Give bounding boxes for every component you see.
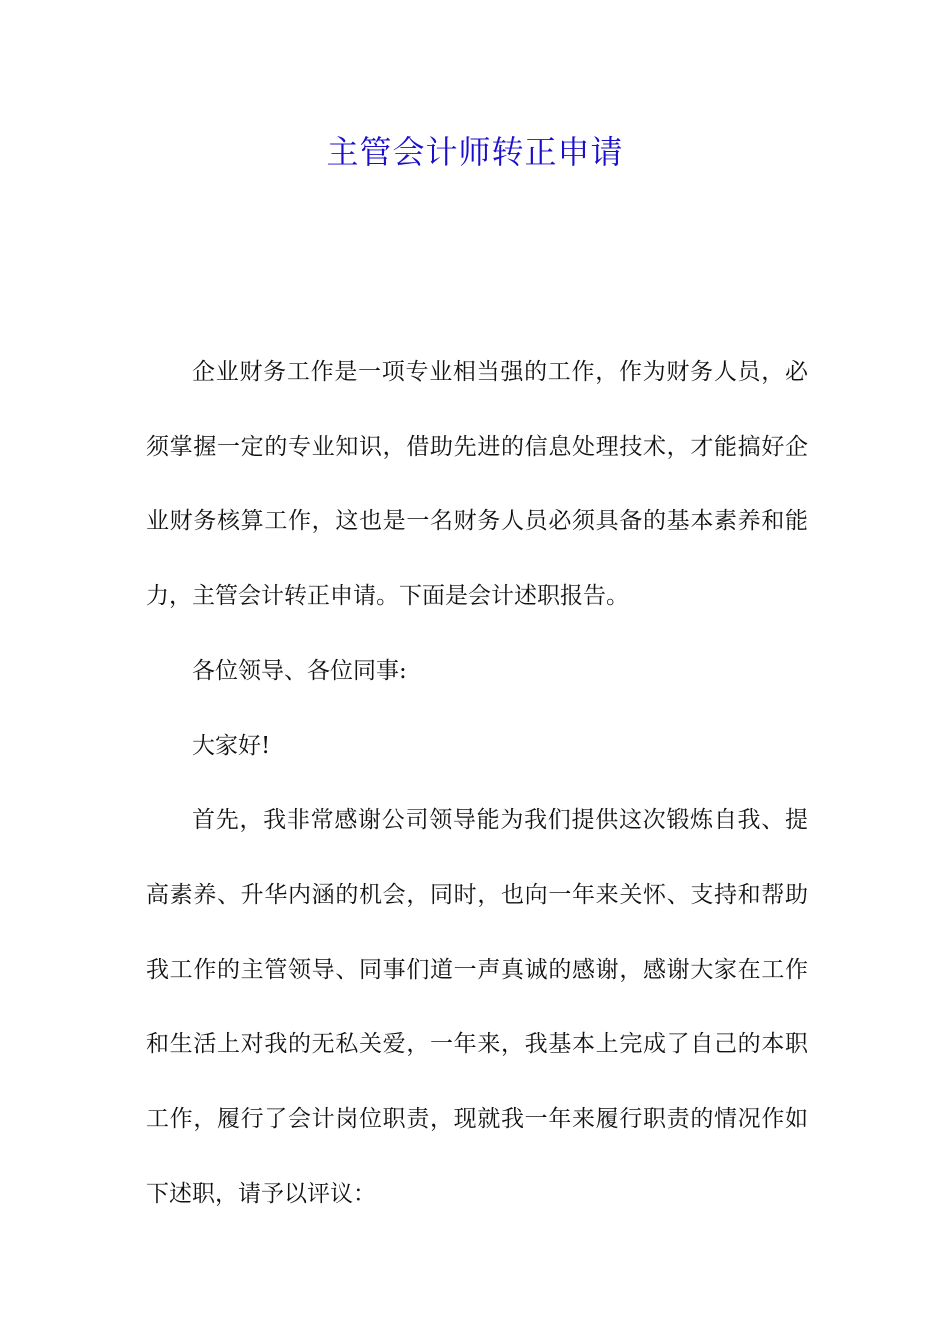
paragraph-salutation: 各位领导、各位同事: (192, 657, 407, 684)
document-body (146, 335, 808, 1231)
paragraph-greeting: 大家好! (192, 732, 271, 759)
document-title: 主管会计师转正申请 (326, 133, 624, 171)
paragraph-thanks: 首先，我非常感谢公司领导能为我们提供这次锻炼自我、提高素养、升华内涵的机会，同时，也向一年来关怀、支持和帮助我工作的主管领导、同事们道一声真诚的感谢，感谢大家在工作和生活上对我的无私关爱，一年来，我基本上完成了自己的本职工作，履行了会计岗位职责，现就我一年来履行职责的情况作如下述职，请予以评议： (146, 807, 808, 1207)
paragraph-intro: 企业财务工作是一项专业相当强的工作，作为财务人员，必须掌握一定的专业知识，借助先进的信息处理技术，才能搞好企业财务核算工作，这也是一名财务人员必须具备的基本素养和能力，主管会计转正申请。下面是会计述职报告。 (146, 359, 808, 610)
